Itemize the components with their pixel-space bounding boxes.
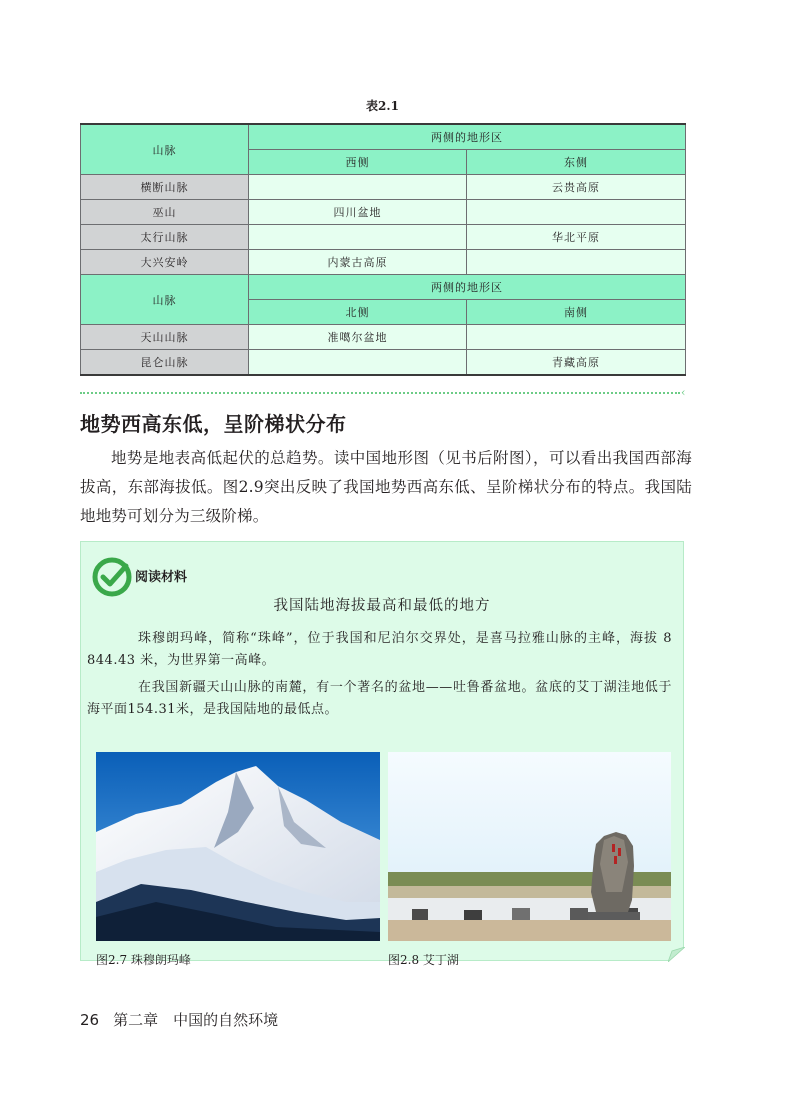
mountain-cell: 天山山脉: [81, 325, 249, 350]
region-cell: [467, 325, 686, 350]
page-number: 26: [80, 1011, 100, 1029]
mountain-cell: 太行山脉: [81, 225, 249, 250]
reading-label: 阅读材料: [135, 570, 188, 585]
page-footer: [80, 1009, 278, 1030]
table-row: [81, 350, 686, 376]
chapter-title: 第二章 中国的自然环境: [113, 1011, 279, 1029]
region-cell: [467, 250, 686, 275]
mountain-cell: 昆仑山脉: [81, 350, 249, 376]
reading-paragraph: 珠穆朗玛峰，简称“珠峰”，位于我国和尼泊尔交界处，是喜马拉雅山脉的主峰，海拔 8 844.43 米，为世界第一高峰。: [87, 631, 672, 668]
aiding-lake-photo: [388, 752, 671, 941]
header-region: 两侧的地形区: [249, 124, 686, 150]
header-mountain: 山脉: [81, 275, 249, 325]
header-side-a: 北侧: [249, 300, 467, 325]
section-paragraph: 地势是地表高低起伏的总趋势。读中国地形图（见书后附图），可以看出我国西部海拔高，东部海拔低。图2.9突出反映了我国地势西高东低、呈阶梯状分布的特点。我国陆地地势可划分为三级阶梯。: [80, 449, 692, 525]
table-row: [81, 250, 686, 275]
section-heading: 地势西高东低，呈阶梯状分布: [80, 412, 347, 436]
header-mountain: 山脉: [81, 124, 249, 175]
divider-arrow-icon: ‹: [681, 386, 686, 399]
reading-paragraph: 在我国新疆天山山脉的南麓，有一个著名的盆地——吐鲁番盆地。盆底的艾丁湖洼地低于海平面154.31米，是我国陆地的最低点。: [87, 680, 672, 717]
figure-caption: 图2.8 艾丁湖: [388, 953, 459, 967]
region-cell: 四川盆地: [249, 200, 467, 225]
header-region: 两侧的地形区: [249, 275, 686, 300]
region-cell: 内蒙古高原: [249, 250, 467, 275]
dotted-divider: [80, 392, 680, 394]
check-circle-icon: [92, 557, 132, 597]
figure-caption: 图2.7 珠穆朗玛峰: [96, 953, 191, 967]
table-row: [81, 225, 686, 250]
table-caption: 表2.1: [366, 99, 399, 113]
region-cell: [249, 175, 467, 200]
mountain-cell: 巫山: [81, 200, 249, 225]
region-cell: 准噶尔盆地: [249, 325, 467, 350]
reading-title: 我国陆地海拔最高和最低的地方: [273, 598, 491, 614]
terrain-table: [80, 123, 686, 376]
region-cell: 华北平原: [467, 225, 686, 250]
table-row: [81, 325, 686, 350]
mountain-cell: 横断山脉: [81, 175, 249, 200]
table-row: [81, 200, 686, 225]
mountain-cell: 大兴安岭: [81, 250, 249, 275]
page-curl-icon: [668, 947, 685, 962]
region-cell: [249, 225, 467, 250]
region-cell: [467, 200, 686, 225]
header-side-a: 西侧: [249, 150, 467, 175]
region-cell: 青藏高原: [467, 350, 686, 376]
region-cell: 云贵高原: [467, 175, 686, 200]
table-row: [81, 175, 686, 200]
header-side-b: 南侧: [467, 300, 686, 325]
header-side-b: 东侧: [467, 150, 686, 175]
region-cell: [249, 350, 467, 376]
everest-photo: [96, 752, 380, 941]
